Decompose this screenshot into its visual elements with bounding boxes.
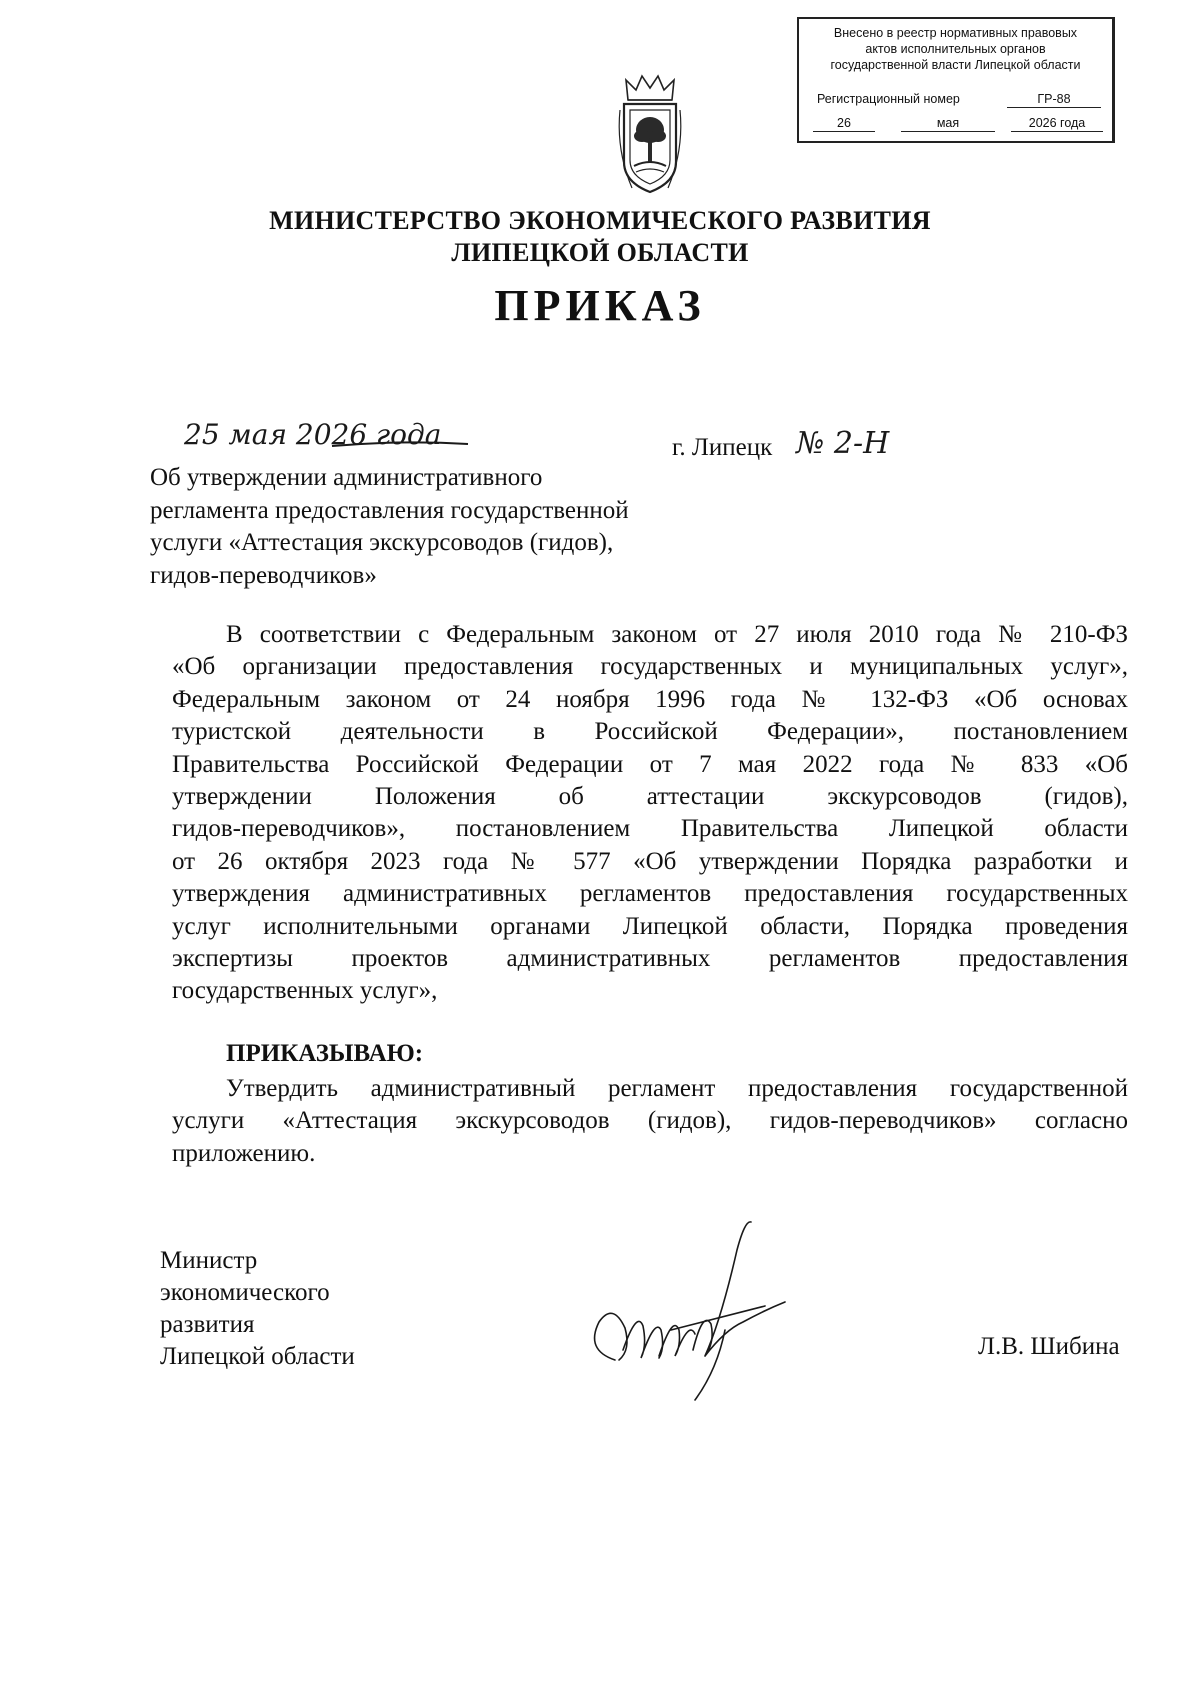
handwritten-signature [575, 1210, 805, 1410]
document-type-title: ПРИКАЗ [494, 281, 706, 330]
stamp-year: 2026 года [1011, 115, 1103, 132]
handwritten-order-number: № 2-Н [796, 426, 890, 461]
signer-position [160, 1245, 355, 1373]
stamp-line-3: государственной власти Липецкой области [830, 58, 1081, 72]
order-line: Утвердить административный регламент предоставления государственной [226, 1075, 1128, 1102]
subject-line: Об утверждении административного [150, 464, 543, 491]
stamp-date-row [799, 115, 1112, 133]
signer-name: Л.В. Шибина [978, 1333, 1120, 1360]
stamp-line-2: актов исполнительных органов [865, 42, 1046, 56]
preamble-paragraph [172, 619, 1128, 1008]
ministry-name-line-1: МИНИСТЕРСТВО ЭКОНОМИЧЕСКОГО РАЗВИТИЯ [269, 206, 931, 235]
preamble-line: экспертизы проектов административных регламентов предоставления [172, 944, 1128, 972]
stamp-reg-row [799, 91, 1112, 109]
stamp-month: мая [901, 115, 995, 132]
order-subject [150, 462, 710, 592]
signer-position-line: Липецкой области [160, 1343, 355, 1370]
ministry-name-line-2: ЛИПЕЦКОЙ ОБЛАСТИ [451, 238, 749, 267]
order-line: услуги «Аттестация экскурсоводов (гидов), гидов-переводчиков» согласно [172, 1107, 1128, 1135]
subject-line: регламента предоставления государственной [150, 496, 629, 524]
stamp-day: 26 [813, 115, 875, 132]
lipetsk-coat-of-arms-icon [612, 70, 688, 198]
city-label: г. Липецк [672, 434, 773, 461]
subject-line: услуги «Аттестация экскурсоводов (гидов), [150, 529, 614, 556]
date-underline-stroke [330, 438, 470, 452]
stamp-reg-label: Регистрационный номер [817, 92, 960, 106]
preamble-line: Правительства Российской Федерации от 7 мая 2022 года № 833 «Об [172, 750, 1128, 778]
registry-stamp [797, 17, 1115, 143]
handwritten-date: 25 мая 2026 года [184, 418, 442, 451]
order-line: приложению. [172, 1139, 316, 1167]
preamble-line: гидов-переводчиков», постановлением Правительства Липецкой области [172, 815, 1128, 843]
preamble-line: «Об организации предоставления государственных и муниципальных услуг», [172, 653, 1128, 681]
preamble-line: утверждения административных регламентов предоставления государственных [172, 880, 1128, 908]
order-paragraph [172, 1073, 1128, 1170]
signer-position-line: Министр [160, 1247, 258, 1274]
preamble-line: услуг исполнительными органами Липецкой области, Порядка проведения [172, 912, 1128, 940]
preamble-line: туристской деятельности в Российской Федерации», постановлением [172, 718, 1128, 746]
signer-position-line: экономического [160, 1279, 330, 1306]
preamble-line: Федеральным законом от 24 ноября 1996 года № 132-ФЗ «Об основах [172, 685, 1128, 713]
preamble-line: от 26 октября 2023 года № 577 «Об утверждении Порядка разработки и [172, 847, 1128, 875]
subject-line: гидов-переводчиков» [150, 561, 377, 589]
preamble-line: В соответствии с Федеральным законом от 27 июля 2010 года № 210-ФЗ [226, 621, 1128, 648]
stamp-line-1: Внесено в реестр нормативных правовых [833, 26, 1078, 40]
preamble-line: государственных услуг», [172, 977, 438, 1005]
order-heading: ПРИКАЗЫВАЮ: [226, 1040, 424, 1067]
signer-position-line: развития [160, 1311, 255, 1338]
stamp-reg-number: ГР-88 [1007, 91, 1101, 108]
preamble-line: утверждении Положения об аттестации экскурсоводов (гидов), [172, 782, 1128, 810]
